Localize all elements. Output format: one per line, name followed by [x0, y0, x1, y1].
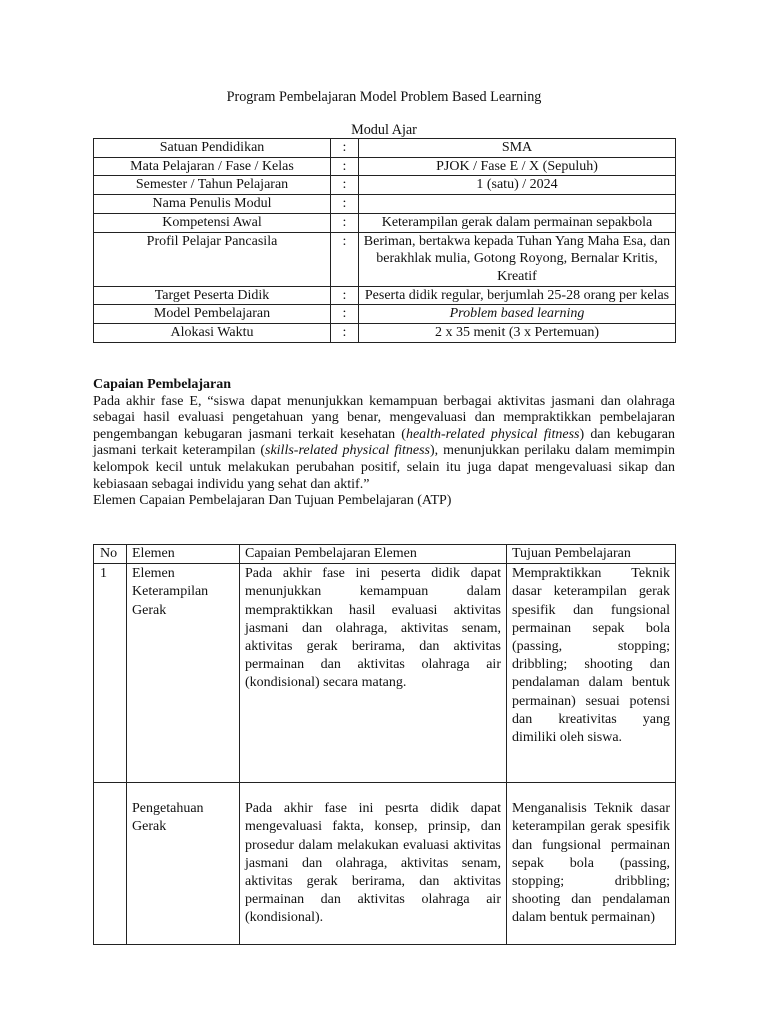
identity-key: Model Pembelajaran — [94, 305, 331, 324]
identity-separator: : — [331, 139, 359, 158]
atp-header-tujuan: Tujuan Pembelajaran — [507, 545, 676, 564]
identity-value: SMA — [359, 139, 676, 158]
atp-cell-elemen: Pengetahuan Gerak — [127, 783, 240, 945]
identity-row — [94, 157, 676, 176]
identity-separator: : — [331, 232, 359, 286]
atp-table — [93, 544, 676, 945]
atp-cell-tujuan: Mempraktikkan Teknik dasar keterampilan gerak spesifik dan fungsional permainan sepak bola (passing, stopping; dribbling; shooting dan pendalaman dalam bentuk permainan) sesuai potensi dan kreativitas yang dimiliki oleh siswa. — [507, 564, 676, 783]
identity-key: Satuan Pendidikan — [94, 139, 331, 158]
identity-value: Peserta didik regular, berjumlah 25-28 orang per kelas — [359, 286, 676, 305]
table-row — [94, 564, 676, 783]
capaian-paragraph — [93, 394, 675, 494]
atp-cell-tujuan: Menganalisis Teknik dasar keterampilan gerak spesifik dan fungsional permainan sepak bola (passing, stopping; dribbling; shooting dan pendalaman dalam bentuk permainan) — [507, 783, 676, 945]
table-row — [94, 783, 676, 945]
identity-value: Problem based learning — [359, 305, 676, 324]
atp-cell-no — [94, 783, 127, 945]
identity-value: 2 x 35 menit (3 x Pertemuan) — [359, 324, 676, 343]
atp-header-capaian: Capaian Pembelajaran Elemen — [240, 545, 507, 564]
identity-row — [94, 324, 676, 343]
identity-value: 1 (satu) / 2024 — [359, 176, 676, 195]
identity-key: Mata Pelajaran / Fase / Kelas — [94, 157, 331, 176]
identity-key: Profil Pelajar Pancasila — [94, 232, 331, 286]
identity-key: Alokasi Waktu — [94, 324, 331, 343]
identity-separator: : — [331, 324, 359, 343]
atp-cell-capaian: Pada akhir fase ini peserta didik dapat menunjukkan kemampuan dalam mempraktikkan hasil evaluasi aktivitas jasmani dan olahraga, aktivitas senam, aktivitas gerak berirama, dan aktivitas permainan dan aktivitas olahraga air (kondisional) secara matang. — [240, 564, 507, 783]
atp-cell-capaian: Pada akhir fase ini pesrta didik dapat mengevaluasi fakta, konsep, prinsip, dan prosedur dalam melakukan evaluasi aktivitas jasmani dan olahraga, aktivitas senam, aktivitas gerak berirama, dan aktivitas permainan dan aktivitas olahraga air (kondisional). — [240, 783, 507, 945]
identity-separator: : — [331, 157, 359, 176]
identity-row — [94, 139, 676, 158]
identity-row — [94, 176, 676, 195]
identity-value: PJOK / Fase E / X (Sepuluh) — [359, 157, 676, 176]
identity-table — [93, 138, 676, 343]
document-subtitle: Modul Ajar — [351, 122, 417, 138]
atp-cell-elemen: Elemen Keterampilan Gerak — [127, 564, 240, 783]
capaian-text-2: ) dan kebugaran jasmani terkait keterampilan ( — [93, 426, 675, 459]
identity-separator: : — [331, 286, 359, 305]
capaian-emphasis-2: skills-related physical fitness — [265, 443, 430, 459]
capaian-text-1: Pada akhir fase E, “siswa dapat menunjukkan kemampuan berbagai aktivitas jasmani dan olahraga sebagai hasil evaluasi pengetahuan yang benar, mengevaluasi dan mempraktikkan pembelajaran pengembangan kebugaran jasmani terkait kesehatan ( — [93, 393, 675, 442]
identity-key: Kompetensi Awal — [94, 213, 331, 232]
identity-row — [94, 213, 676, 232]
identity-separator: : — [331, 176, 359, 195]
capaian-heading: Capaian Pembelajaran — [93, 377, 232, 392]
identity-value — [359, 195, 676, 214]
identity-row — [94, 195, 676, 214]
atp-header-row — [94, 545, 676, 564]
atp-header-no: No — [94, 545, 127, 564]
identity-row — [94, 286, 676, 305]
identity-separator: : — [331, 213, 359, 232]
identity-separator: : — [331, 305, 359, 324]
identity-value: Beriman, bertakwa kepada Tuhan Yang Maha Esa, dan berakhlak mulia, Gotong Royong, Bernalar Kritis, Kreatif — [359, 232, 676, 286]
atp-heading: Elemen Capaian Pembelajaran Dan Tujuan Pembelajaran (ATP) — [93, 493, 452, 509]
document-title: Program Pembelajaran Model Problem Based Learning — [226, 89, 542, 105]
identity-separator: : — [331, 195, 359, 214]
atp-header-elemen: Elemen — [127, 545, 240, 564]
identity-key: Semester / Tahun Pelajaran — [94, 176, 331, 195]
atp-cell-no: 1 — [94, 564, 127, 783]
capaian-text-3: ), menunjukkan perilaku dalam memimpin kelompok kecil untuk melakukan perubahan positif, selain itu juga dapat mengevaluasi sikap dan kebiasaan sebagai individu yang sehat dan aktif.” — [93, 443, 676, 492]
identity-row — [94, 305, 676, 324]
identity-row — [94, 232, 676, 286]
capaian-section — [93, 377, 675, 510]
capaian-emphasis-1: health-related physical fitness — [405, 426, 580, 442]
identity-value: Keterampilan gerak dalam permainan sepakbola — [359, 213, 676, 232]
identity-key: Target Peserta Didik — [94, 286, 331, 305]
identity-key: Nama Penulis Modul — [94, 195, 331, 214]
